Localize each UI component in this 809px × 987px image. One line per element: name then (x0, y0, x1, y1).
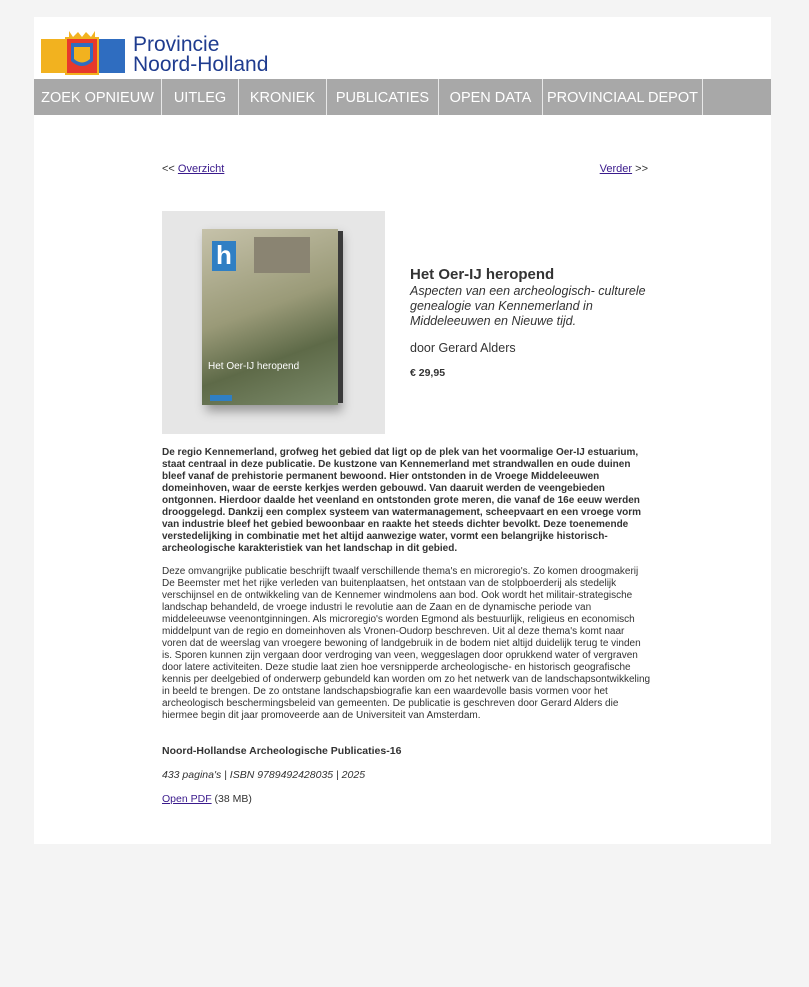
nav-item-uitleg[interactable]: UITLEG (162, 79, 239, 115)
pager (162, 163, 648, 175)
series-badge: h (212, 241, 236, 271)
publication-title: Het Oer-IJ heropend (410, 266, 555, 283)
book-cover (202, 229, 338, 405)
book-cover-image (162, 211, 385, 434)
nav-item-kroniek[interactable]: KRONIEK (239, 79, 327, 115)
nav-item-provinciaal-depot[interactable]: PROVINCIAAL DEPOT (543, 79, 703, 115)
pager-prev-prefix: << (162, 163, 178, 175)
cover-publisher-logo (210, 395, 232, 401)
publication-price: € 29,95 (410, 367, 446, 379)
page-container (34, 17, 771, 844)
main-nav (34, 79, 771, 115)
logo-line-2: Noord-Holland (133, 53, 269, 76)
nav-item-open-data[interactable]: OPEN DATA (439, 79, 543, 115)
publication-subtitle: Aspecten van een archeologisch- culturele genealogie van Kennemerland in Middeleeuwen en Nieuwe tijd. (410, 284, 646, 328)
body-paragraph: Deze omvangrijke publicatie beschrijft twaalf verschillende thema's en microregio's. Zo komen droogmakerij De Beemster met het rijke verleden van buitenplaatsen, het ontstaan van de stolpboerderij als stedelijk verschijnsel en de ontwikkeling van de Kennemer windmolens aan bod. Ook wordt het militair-strategische landschap behandeld, de vroege industri le revolutie aan de Zaan en de dynamische periode van middeleeuwse veenontginningen. Als microregio's worden Egmond als bestuurlijk, religieus en economisch middelpunt van de regio en domeinhoven als Vronen-Oudorp beschreven. Uit al deze thema's komt naar voren dat de weerslag van vroegere bewoning of landgebruik in de bodem niet altijd duidelijk terug te vinden is. Sporen kunnen zijn vergaan door verdroging van veen, weggeslagen door oprukkend water of vergraven door latere activiteiten. Deze studie laat zien hoe versnipperde archeologische- en historisch geografische kennis per deelgebied of onderwerp gebundeld kan worden om zo het netwerk van de landschapsontwikkeling in beeld te brengen. De zo ontstane landschapsbiografie kan een waardevolle basis vormen voor het archeologisch beschermingsbeleid van gemeenten. De publicatie is geschreven door Gerard Alders die hiermee begin dit jaar promoveerde aan de Universiteit van Amsterdam. (162, 566, 651, 721)
publication-author: door Gerard Alders (410, 341, 516, 355)
book-spine (338, 231, 343, 403)
cover-photo-inset (254, 237, 310, 273)
nav-item-zoek-opnieuw[interactable]: ZOEK OPNIEUW (34, 79, 162, 115)
nav-item-publicaties[interactable]: PUBLICATIES (327, 79, 439, 115)
cover-title: Het Oer-IJ heropend (208, 361, 300, 372)
logo-line-1: Provincie (133, 33, 220, 56)
publication-meta: 433 pagina's | ISBN 9789492428035 | 2025 (162, 769, 366, 781)
series-title: Noord-Hollandse Archeologische Publicaties-16 (162, 745, 402, 757)
verder-link[interactable]: Verder (599, 163, 633, 175)
pdf-row (162, 793, 252, 805)
intro-paragraph: De regio Kennemerland, grofweg het gebied dat ligt op de plek van het voormalige Oer-IJ estuarium, staat centraal in deze publicatie. De kustzone van Kennemerland met strandwallen en oude duinen bleef vanaf de prehistorie permanent bewoond. Hier ontstonden in de Vroege Middeleeuwen domeinhoven, waar de eerste kerkjes werden gebouwd. Van daaruit werden de veengebieden ontgonnen. Hierdoor daalde het veenland en ontstonden grote meren, die vanaf de 16e eeuw werden drooggelegd. Dankzij een complex systeem van watermanagement, scheepvaart en een vroege vorm van industrie bleef het gebied bewoonbaar en raakte het steeds dichter bevolkt. Deze toenemende verstedelijking in combinatie met het altijd aanwezige water, vormt een belangrijke historisch-archeologische karakteristiek van het landschap in dit gebied. (162, 447, 642, 554)
provincie-crest-icon (41, 29, 127, 75)
open-pdf-link[interactable]: Open PDF (162, 793, 212, 805)
overzicht-link[interactable]: Overzicht (177, 163, 225, 175)
provincie-logo[interactable] (41, 25, 281, 75)
pdf-size: (38 MB) (211, 793, 252, 805)
pager-next-suffix: >> (632, 163, 648, 175)
